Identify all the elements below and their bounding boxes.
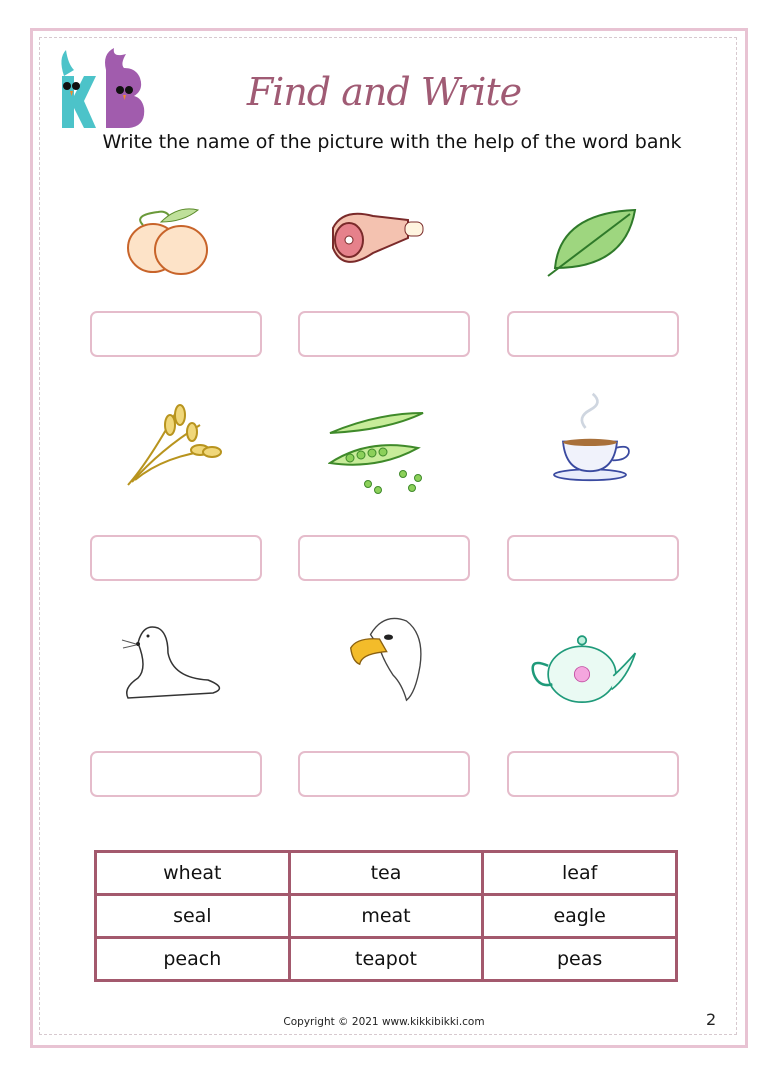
page-number: 2 [706, 1010, 717, 1029]
answer-box-1[interactable] [90, 311, 262, 357]
tea-icon [535, 392, 645, 482]
seal-icon [118, 618, 228, 708]
leaf-icon [540, 198, 650, 288]
table-row [96, 895, 677, 938]
word-cell: peas [483, 938, 677, 981]
table-row [96, 938, 677, 981]
word-cell: peach [96, 938, 290, 981]
peach-icon [113, 200, 223, 290]
answer-box-6[interactable] [507, 535, 679, 581]
answer-box-2[interactable] [298, 311, 470, 357]
answer-box-5[interactable] [298, 535, 470, 581]
answer-box-8[interactable] [298, 751, 470, 797]
answer-box-3[interactable] [507, 311, 679, 357]
table-row [96, 852, 677, 895]
word-cell: meat [289, 895, 483, 938]
meat-icon [323, 198, 433, 288]
answer-box-4[interactable] [90, 535, 262, 581]
word-cell: eagle [483, 895, 677, 938]
word-cell: wheat [96, 852, 290, 895]
word-cell: leaf [483, 852, 677, 895]
word-cell: teapot [289, 938, 483, 981]
answer-box-9[interactable] [507, 751, 679, 797]
copyright: Copyright © 2021 www.kikkibikki.com [283, 1016, 485, 1028]
answer-box-7[interactable] [90, 751, 262, 797]
page-title: Find and Write [246, 70, 522, 114]
word-cell: tea [289, 852, 483, 895]
word-bank [94, 850, 678, 982]
teapot-icon [527, 625, 637, 715]
instructions: Write the name of the picture with the help of the word bank [102, 131, 682, 153]
peas-icon [328, 408, 438, 498]
wheat-icon [120, 400, 230, 490]
eagle-icon [338, 612, 448, 702]
word-cell: seal [96, 895, 290, 938]
